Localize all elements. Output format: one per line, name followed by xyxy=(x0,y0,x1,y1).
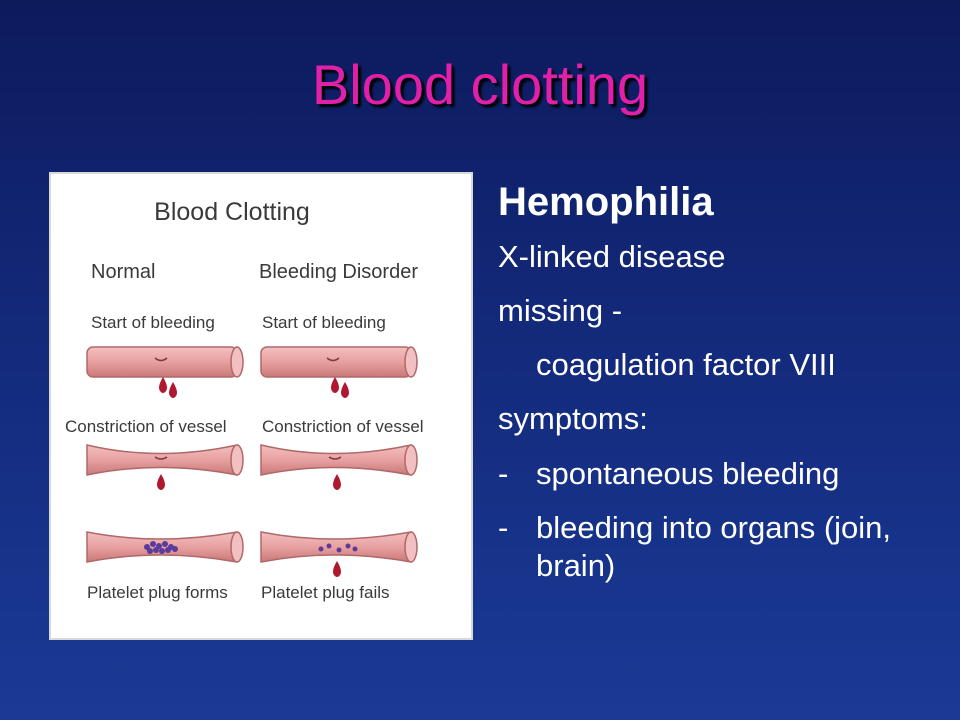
bullet-item xyxy=(498,509,948,585)
blood-clotting-figure xyxy=(49,172,473,640)
figure-row2-left: Constriction of vessel xyxy=(65,417,227,436)
figure-row3-left: Platelet plug forms xyxy=(87,583,228,602)
bullet-dash: - xyxy=(498,510,509,545)
bullet-text: spontaneous bleeding xyxy=(536,456,840,491)
bullet-text: bleeding into organs (join, brain) xyxy=(536,510,892,583)
figure-title: Blood Clotting xyxy=(154,198,310,226)
content-heading: Hemophilia xyxy=(498,180,714,224)
bullet-dash: - xyxy=(498,456,509,491)
figure-illustration xyxy=(49,172,473,640)
figure-row2-right: Constriction of vessel xyxy=(262,417,424,436)
slide-title: Blood clotting xyxy=(311,53,649,116)
content-panel xyxy=(498,180,948,601)
figure-row3-right: Platelet plug fails xyxy=(261,583,390,602)
content-line-3: coagulation factor VIII xyxy=(536,347,836,382)
bullet-item xyxy=(498,455,948,493)
content-line-4: symptoms: xyxy=(498,401,648,436)
figure-col-normal: Normal xyxy=(91,261,156,283)
figure-row1-right: Start of bleeding xyxy=(262,313,386,332)
figure-col-disorder: Bleeding Disorder xyxy=(259,261,418,283)
content-line-1: X-linked disease xyxy=(498,239,726,274)
figure-row1-left: Start of bleeding xyxy=(91,313,215,332)
content-line-2: missing - xyxy=(498,293,623,328)
